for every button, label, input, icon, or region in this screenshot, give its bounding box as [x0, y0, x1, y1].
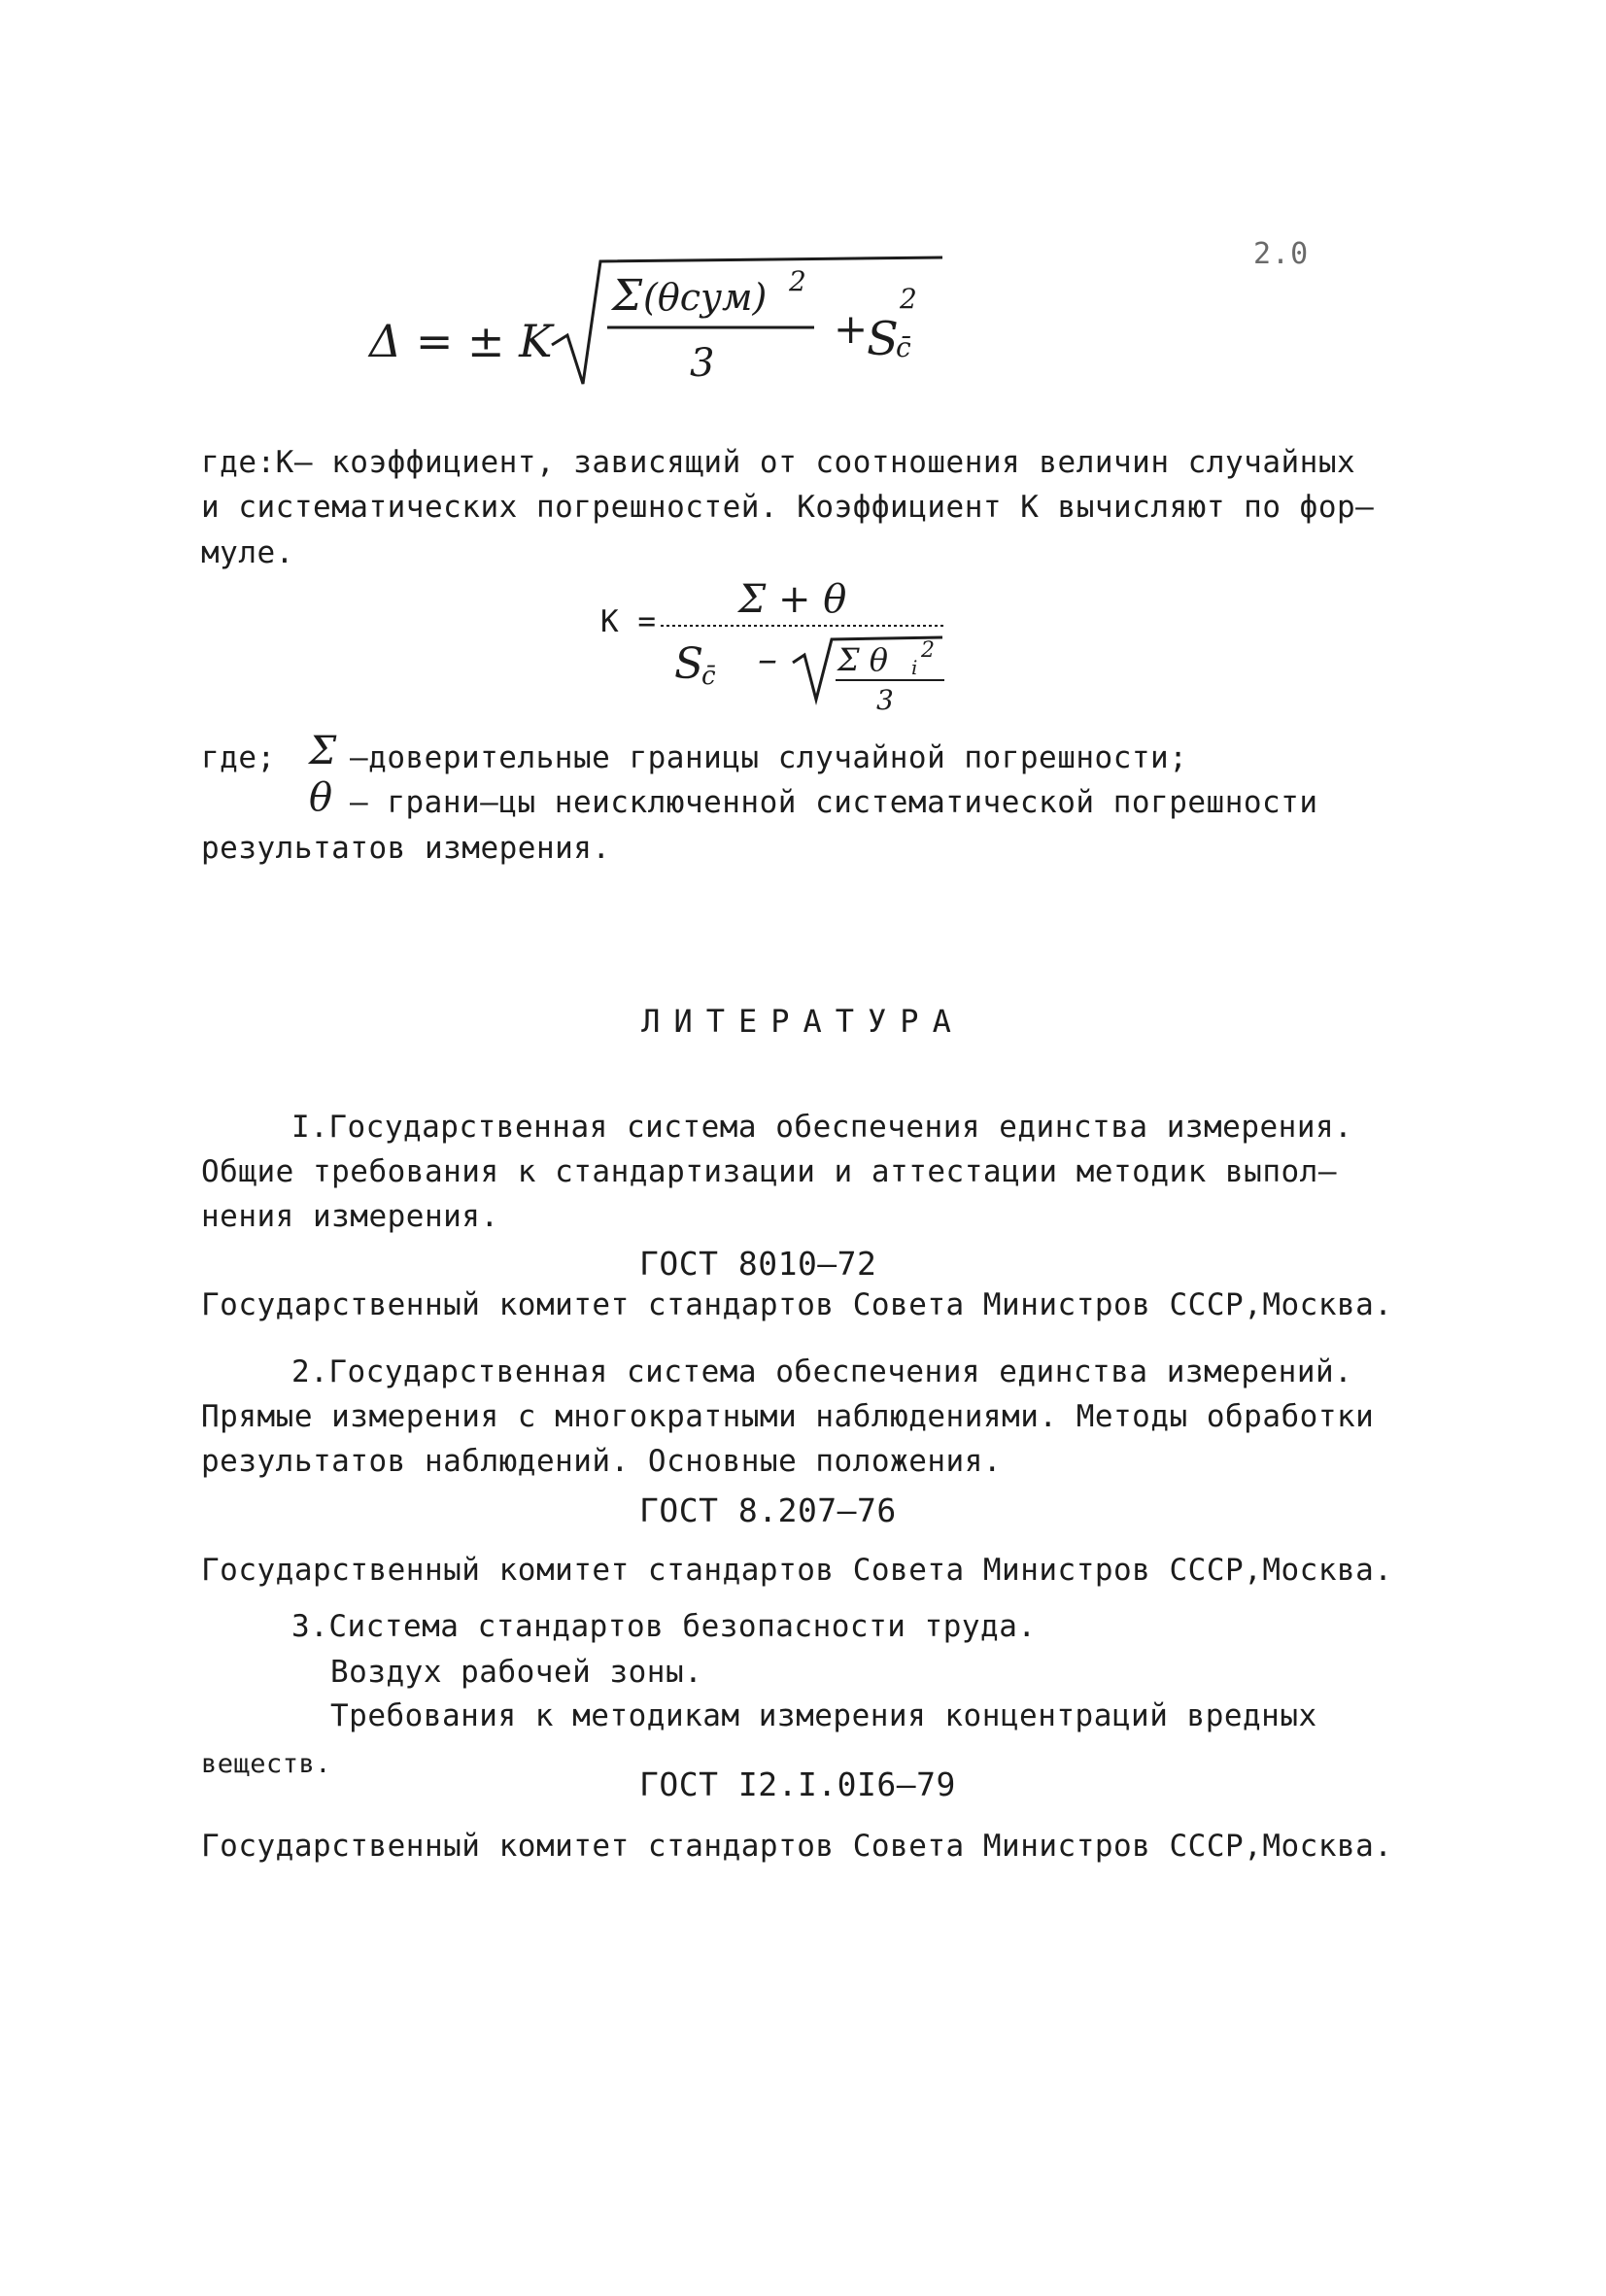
formula1-denominator: 3 — [690, 341, 715, 386]
formula1-s: S — [867, 312, 899, 366]
ref3-code: ГОСТ I2.I.0I6–79 — [639, 1765, 956, 1803]
defs-where: где; — [201, 740, 276, 775]
def2-text: – грани–цы неисключенной систематической погрешности — [350, 785, 1318, 820]
sigma-symbol — [307, 727, 346, 775]
page-number: 2.0 — [1253, 237, 1310, 271]
theta-symbol — [307, 773, 346, 822]
formula2-s-sub: c̄ — [701, 662, 716, 691]
ref2-line-3: результатов наблюдений. Основные положения. — [201, 1444, 1003, 1479]
para1-line-2: и систематических погрешностей. Коэффициент К вычисляют по фор– — [201, 490, 1375, 525]
ref3-line-4: веществ. — [201, 1749, 332, 1779]
ref1-code: ГОСТ 8010–72 — [639, 1245, 877, 1283]
k-formula — [661, 564, 981, 719]
para1-line-1: где:К– коэффициент, зависящий от соотношения величин случайных — [201, 445, 1356, 480]
ref1-line-1: I.Государственная система обеспечения единства измерения. — [291, 1110, 1353, 1145]
ref2-line-1: 2.Государственная система обеспечения единства измерений. — [291, 1354, 1353, 1389]
formula1-num-exp: 2 — [789, 265, 806, 297]
formula1-s-exp: 2 — [900, 283, 917, 315]
ref2-line-2: Прямые измерения с многократными наблюдениями. Методы обработки — [201, 1399, 1375, 1434]
formula2-inner-den: 3 — [876, 684, 894, 716]
ref3-publisher: Государственный комитет стандартов Совета Министров СССР,Москва. — [201, 1829, 1393, 1864]
formula1-term: (θсум) — [643, 276, 768, 319]
ref3-line-2: Воздух рабочей зоны. — [330, 1655, 703, 1690]
formula2-inner-exp: 2 — [921, 638, 935, 663]
ref2-publisher: Государственный комитет стандартов Совета Министров СССР,Москва. — [201, 1553, 1393, 1588]
formula1-plus: + — [834, 305, 869, 353]
ref2-code: ГОСТ 8.207–76 — [639, 1491, 897, 1529]
ref3-line-1: 3.Система стандартов безопасности труда. — [291, 1609, 1037, 1644]
para1-line-3: муле. — [201, 535, 294, 570]
def2-continued: результатов измерения. — [201, 831, 611, 866]
formula1-s-sub: c̄ — [896, 331, 911, 363]
ref1-line-2: Общие требования к стандартизации и аттестации методик выпол– — [201, 1154, 1337, 1189]
ref1-publisher: Государственный комитет стандартов Совета Министров СССР,Москва. — [201, 1287, 1393, 1322]
formula2-numerator: Σ + θ — [738, 577, 847, 622]
error-formula — [359, 248, 962, 394]
formula2-inner-num: Σ θ — [837, 641, 889, 678]
ref1-line-3: нения измерения. — [201, 1199, 499, 1234]
formula2-inner-sub: i — [911, 656, 918, 679]
def1-text: –доверительные границы случайной погрешности; — [350, 740, 1188, 775]
formula2-lhs: К = — [600, 604, 657, 639]
svg-text:θ: θ — [309, 775, 333, 820]
formula1-lhs: Δ = ± K — [369, 315, 553, 367]
references-heading: ЛИТЕРАТУРА — [641, 1003, 965, 1040]
svg-text:Σ: Σ — [309, 729, 337, 773]
formula2-s: S — [674, 639, 704, 689]
formula2-minus: – — [758, 637, 777, 682]
formula1-sum: Σ — [612, 271, 643, 321]
ref3-line-3: Требования к методикам измерения концентраций вредных — [330, 1698, 1317, 1733]
